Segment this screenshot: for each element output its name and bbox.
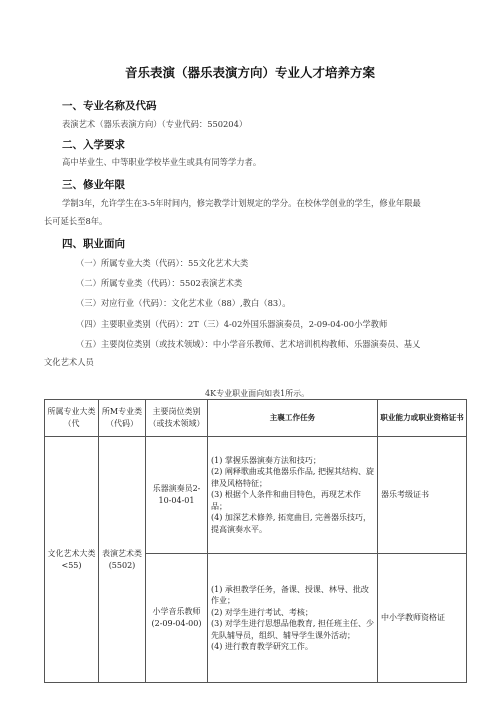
cell-tasks-1 bbox=[208, 437, 378, 554]
task-line: (4) 进行教育教学研究工作。 bbox=[211, 642, 313, 651]
cell-position-2: 小学音乐教师(2-09-04-00) bbox=[146, 554, 208, 683]
career-table bbox=[44, 399, 467, 683]
section-heading-4: 四、职业面向 bbox=[62, 238, 125, 250]
task-line: (3) 根据个人条件和曲目特色，再现艺术作品； bbox=[211, 490, 361, 511]
section-body-2: 高中毕业生、中等职业学校毕业生或具有同等学力者。 bbox=[62, 157, 262, 167]
header-major-category: 所属专业大类（代 bbox=[45, 400, 99, 437]
table-header-row bbox=[45, 400, 467, 437]
task-line: (2) 阐释歌曲或其他器乐作品, 把握其结构、旋律及风格特征； bbox=[211, 467, 374, 488]
task-line: (2) 对学生进行考试、考核； bbox=[211, 607, 313, 617]
page-title: 音乐表演（器乐表演方向）专业人才培养方案 bbox=[124, 65, 375, 80]
cell-sub-category: 表演艺术类(5502) bbox=[99, 437, 146, 683]
section-heading-2: 二、入学要求 bbox=[62, 139, 125, 151]
section-body-3-line2: 长可延长至8年。 bbox=[44, 216, 108, 226]
career-item-5-line2: 文化艺术人员 bbox=[44, 357, 94, 367]
header-sub-category: 所M专业类（代码） bbox=[99, 400, 146, 437]
table-row bbox=[45, 437, 467, 554]
career-item-3: （三）对应行业（代码）：文化艺术业（88）,教白（83）。 bbox=[76, 298, 291, 308]
section-body-1: 表演艺术（器乐表演方向）（专业代码：550204） bbox=[62, 119, 248, 129]
section-heading-1: 一、专业名称及代码 bbox=[62, 100, 157, 112]
career-item-4: （四）主要职业类别（代码）：2T（三）4-02外国乐器演奏员，2-09-04-00小学教师 bbox=[76, 319, 388, 329]
cell-certificate-1: 器乐考级证书 bbox=[378, 437, 467, 554]
task-line: (1) 承担教学任务，备课、授课、林导、批改作业； bbox=[211, 584, 369, 605]
task-line: (1) 掌握乐器演奏方法和技巧； bbox=[211, 455, 321, 465]
header-position: 主要岗位类别（或技术领域） bbox=[146, 400, 208, 437]
cell-position-1: 乐器演奏员2-10-04-01 bbox=[146, 437, 208, 554]
cell-certificate-2: 中小学教师资格证 bbox=[378, 554, 467, 683]
task-line: (3) 对学生进行思想品他教育, 担任班主任、少先队辅导员，组织、辅导学生课外活动； bbox=[211, 619, 374, 640]
header-tasks: 主襄工作任务 bbox=[208, 400, 378, 437]
career-item-1: （一）所属专业大类（代码）：55文化艺术大类 bbox=[76, 258, 249, 268]
section-heading-3: 三、修业年限 bbox=[62, 179, 125, 191]
task-line: (4) 加深艺术修养, 拓宽曲目, 完善器乐技巧，提高演奏水平。 bbox=[211, 513, 372, 534]
header-certificate: 职业能力或职业资格证书 bbox=[378, 400, 467, 437]
cell-major-category: 文化艺术大类<55) bbox=[45, 437, 99, 683]
career-item-5: （五）主要岗位类别（或技术领域）：中小学音乐教师、艺术培训机构教师、乐器演奏员、基乂 bbox=[76, 339, 421, 349]
table-caption: 4K专业职业面向如表1所示。 bbox=[205, 389, 310, 398]
career-item-2: （二）所属专业类（代码）：5502表演艺术类 bbox=[76, 278, 243, 288]
cell-tasks-2 bbox=[208, 554, 378, 683]
section-body-3-line1: 学制3年，允许学生在3-5年时间内，修完教学计划规定的学分。在校休学创业的学生，修业年限最 bbox=[62, 198, 421, 208]
